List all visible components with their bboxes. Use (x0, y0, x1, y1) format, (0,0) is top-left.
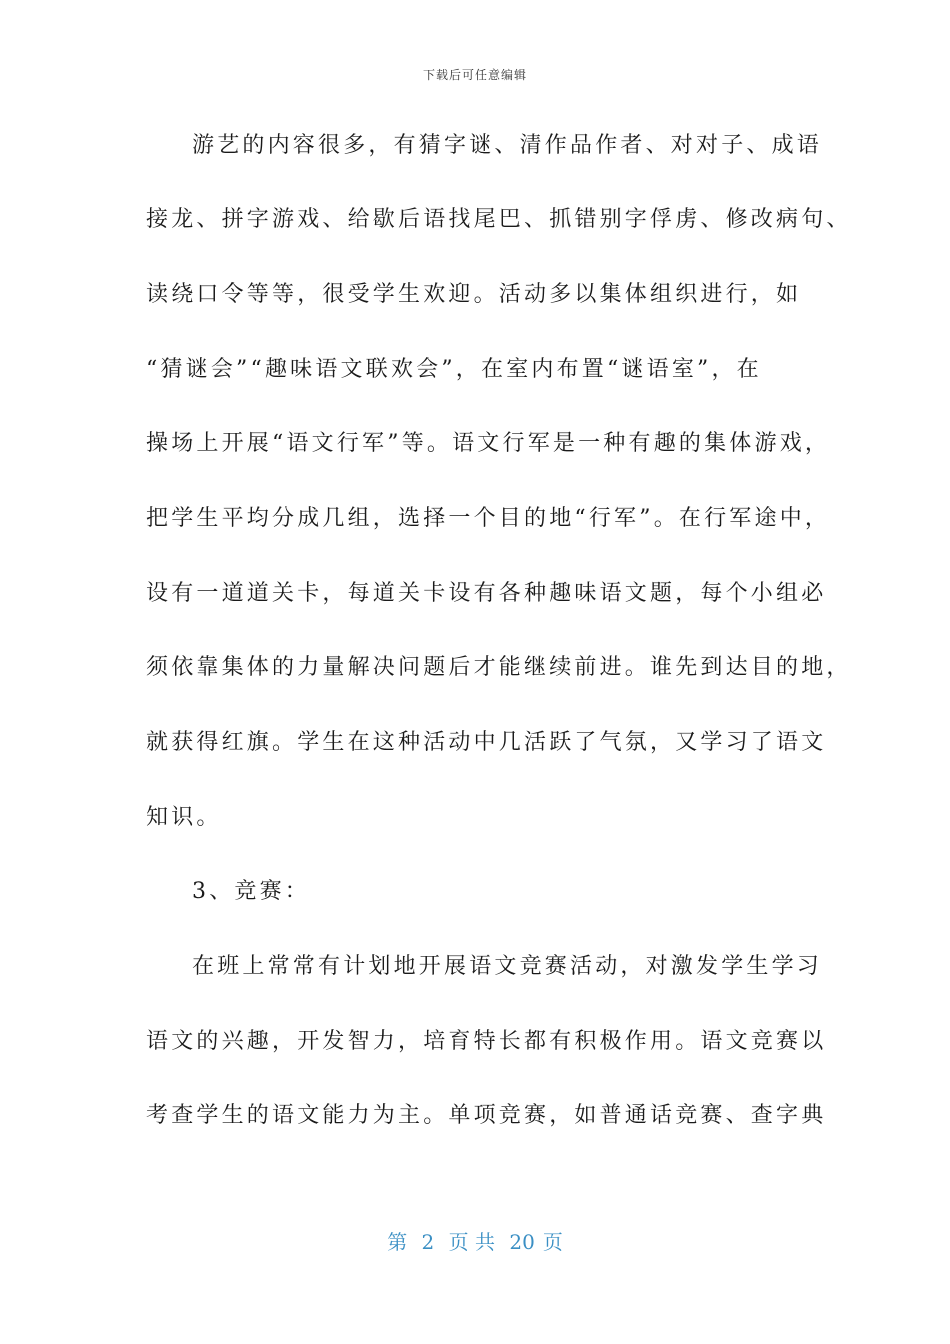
paragraph-line: 游艺的内容很多，有猜字谜、清作品作者、对对子、成语 (192, 133, 823, 158)
total-page-count: 20 (509, 1230, 535, 1254)
paragraph-line: 考查学生的语文能力为主。单项竞赛，如普通话竞赛、查字典 (146, 1103, 827, 1128)
paragraph-line: 须依靠集体的力量解决问题后才能继续前进。谁先到达目的地， (146, 655, 852, 680)
header-note: 下载后可任意编辑 (422, 68, 527, 82)
paragraph-line: 接龙、拼字游戏、给歇后语找尾巴、抓错别字俘虏、修改病句、 (146, 207, 852, 232)
footer-middle: 页 共 (448, 1230, 495, 1254)
paragraph-line: 在班上常常有计划地开展语文竞赛活动，对激发学生学习 (192, 954, 823, 979)
paragraph-line: 设有一道道关卡，每道关卡设有各种趣味语文题，每个小组必 (146, 581, 827, 606)
paragraph-line: “猜谜会”“趣味语文联欢会”，在室内布置“谜语室”，在 (146, 357, 762, 382)
paragraph-line: 读绕口令等等，很受学生欢迎。活动多以集体组织进行，如 (146, 282, 802, 307)
page-footer (0, 1226, 950, 1255)
footer-prefix: 第 (387, 1230, 408, 1254)
current-page-number: 2 (421, 1230, 435, 1254)
paragraph-line: 操场上开展“语文行军”等。语文行军是一种有趣的集体游戏， (146, 431, 831, 456)
paragraph-line: 把学生平均分成几组，选择一个目的地“行军”。在行军途中， (146, 506, 831, 531)
paragraph-line: 就获得红旗。学生在这种活动中几活跃了气氛，又学习了语文 (146, 730, 827, 755)
paragraph-line: 知识。 (146, 805, 222, 830)
section-heading: 3、竞赛： (192, 879, 310, 904)
footer-suffix: 页 (542, 1230, 563, 1254)
paragraph-line: 语文的兴趣，开发智力，培育特长都有积极作用。语文竞赛以 (146, 1029, 827, 1054)
